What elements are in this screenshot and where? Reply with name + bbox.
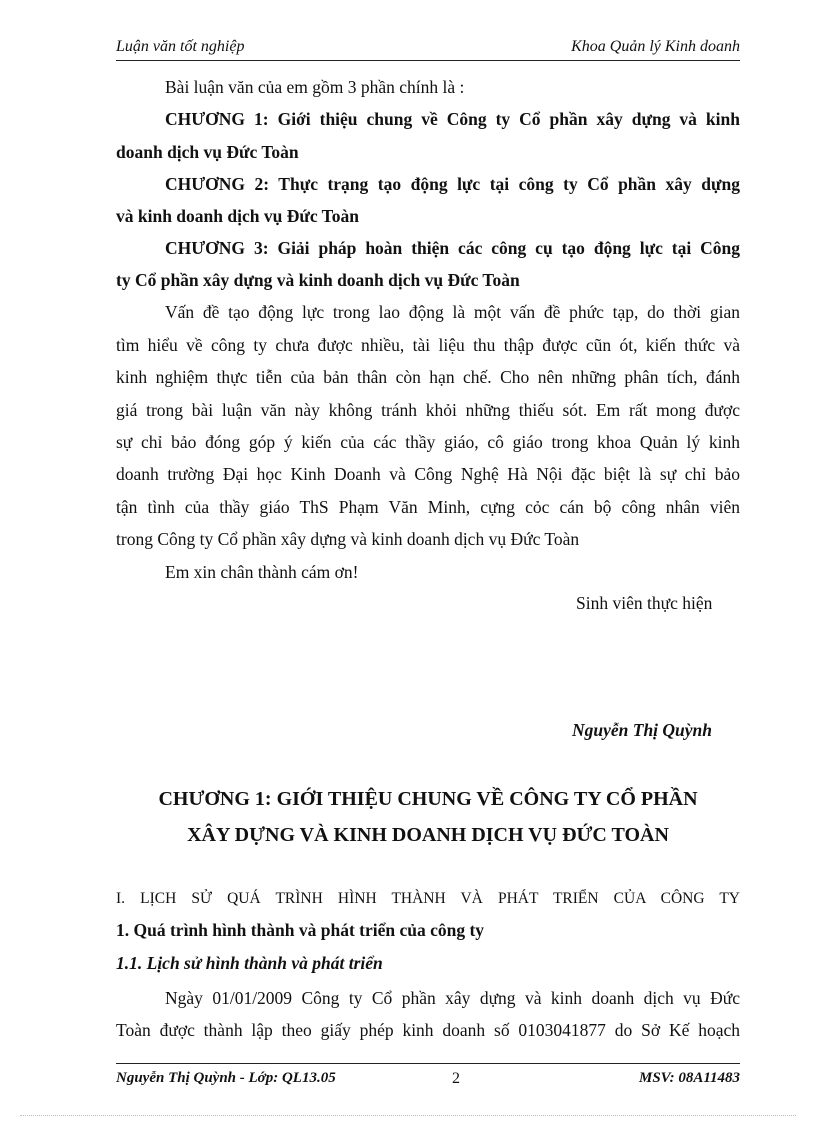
chapter-title-line-2: XÂY DỰNG VÀ KINH DOANH DỊCH VỤ ĐỨC TOÀN	[187, 824, 669, 846]
paragraph-line: Vấn đề tạo động lực trong lao động là một vấn đề phức tạp, do thời gian	[165, 302, 740, 322]
paragraph-line: giá trong bài luận văn này không tránh khỏi những thiếu sót. Em rất mong được	[116, 400, 740, 420]
heading-1-1: 1.1. Lịch sử hình thành và phát triển	[116, 953, 383, 973]
intro-line: Bài luận văn của em gồm 3 phần chính là :	[165, 77, 465, 97]
header-right: Khoa Quản lý Kinh doanh	[571, 38, 740, 55]
chapter-3-line-2: ty Cổ phần xây dựng và kinh doanh dịch vụ Đức Toàn	[116, 270, 520, 290]
signature-name: Nguyễn Thị Quỳnh	[572, 720, 713, 740]
chapter-title-line-1: CHƯƠNG 1: GIỚI THIỆU CHUNG VỀ CÔNG TY CỔ PHẦN	[158, 788, 698, 810]
paragraph-line: sự chỉ bảo đóng góp ý kiến của các thầy giáo, cô giáo trong khoa Quản lý kinh	[116, 432, 740, 452]
footer-left: Nguyễn Thị Quỳnh - Lớp: QL13.05	[116, 1070, 336, 1086]
chapter-1-line-1: CHƯƠNG 1: Giới thiệu chung về Công ty Cổ phần xây dựng và kinh	[165, 109, 740, 129]
header-left: Luận văn tốt nghiệp	[116, 38, 245, 55]
paragraph-line: doanh trường Đại học Kinh Doanh và Công Nghệ Hà Nội đặc biệt là sự chỉ bảo	[116, 464, 740, 484]
page-number: 2	[452, 1070, 460, 1087]
heading-1: 1. Quá trình hình thành và phát triển của công ty	[116, 920, 485, 940]
chapter-3-line-1: CHƯƠNG 3: Giải pháp hoàn thiện các công cụ tạo động lực tại Công	[165, 238, 740, 258]
signature-label: Sinh viên thực hiện	[576, 593, 713, 613]
section-title: I. LỊCH SỬ QUÁ TRÌNH HÌNH THÀNH VÀ PHÁT TRIỂN CỦA CÔNG TY	[116, 890, 740, 907]
page-footer	[116, 1063, 740, 1094]
body-line: Ngày 01/01/2009 Công ty Cổ phần xây dựng và kinh doanh dịch vụ Đức	[165, 988, 740, 1008]
body-line: Toàn được thành lập theo giấy phép kinh doanh số 0103041877 do Sở Kế hoạch	[116, 1020, 740, 1040]
paragraph-line: tìm hiểu về công ty chưa được nhiều, tài liệu thu thập được cũn ót, kiến thức và	[116, 335, 740, 355]
paragraph-line: tận tình của thầy giáo ThS Phạm Văn Minh, cựng cỏc cán bộ công nhân viên	[116, 497, 740, 517]
chapter-2-line-1: CHƯƠNG 2: Thực trạng tạo động lực tại công ty Cổ phần xây dựng	[165, 174, 740, 194]
paragraph-line: trong Công ty Cổ phần xây dựng và kinh doanh dịch vụ Đức Toàn	[116, 529, 580, 549]
chapter-2-line-2: và kinh doanh dịch vụ Đức Toàn	[116, 206, 359, 226]
paragraph-line: kinh nghiệm thực tiễn của bản thân còn hạn chế. Cho nên những phân tích, đánh	[116, 367, 740, 387]
footer-right: MSV: 08A11483	[639, 1070, 740, 1086]
chapter-1-line-2: doanh dịch vụ Đức Toàn	[116, 142, 299, 162]
page-edge-divider	[20, 1115, 796, 1116]
page-header	[116, 38, 740, 61]
thanks-line: Em xin chân thành cám ơn!	[165, 562, 359, 582]
